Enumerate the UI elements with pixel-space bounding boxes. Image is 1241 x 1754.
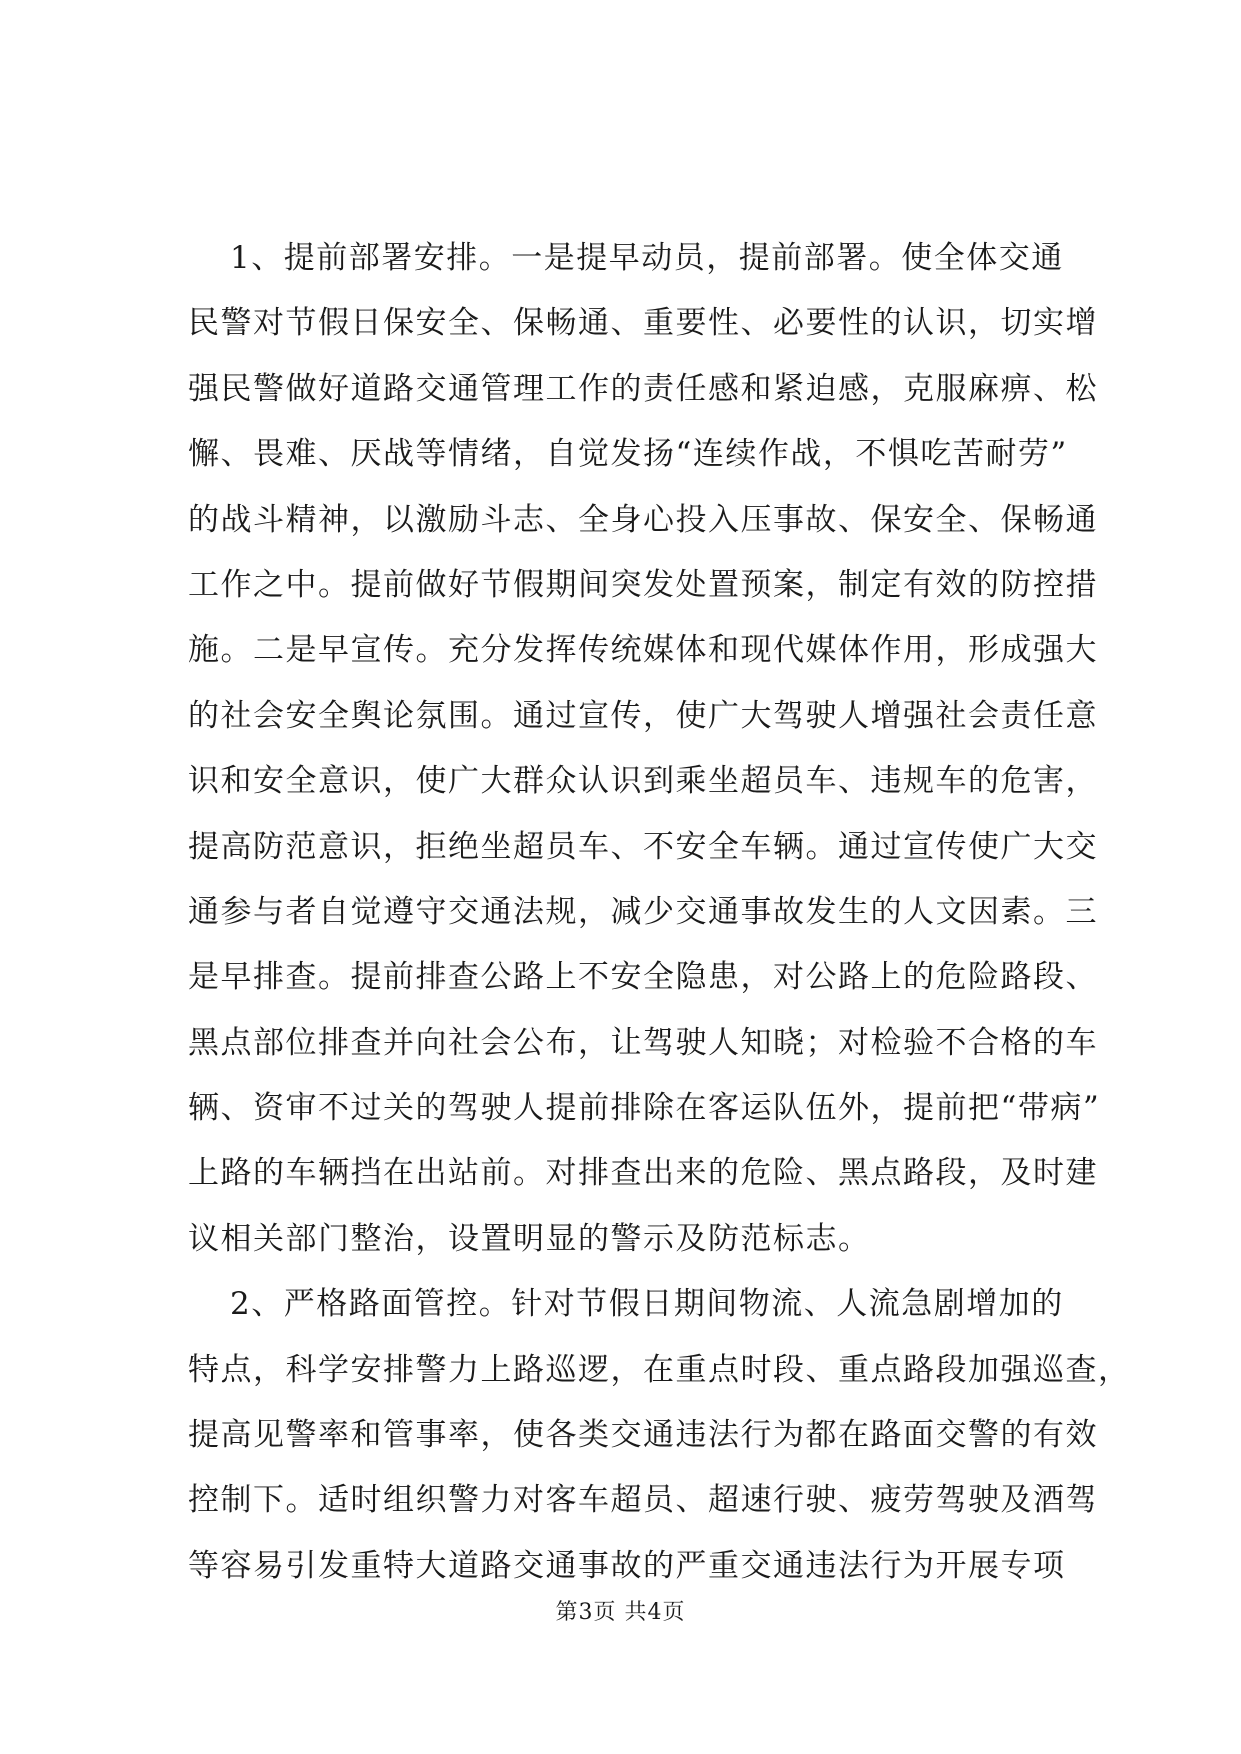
paragraph-1-line-16: 议相关部门整治，设置明显的警示及防范标志。 [188, 1220, 871, 1257]
paragraph-2-line-1: 2、严格路面管控。针对节假日期间物流、人流急剧增加的 [230, 1286, 1064, 1323]
paragraph-2-line-4: 控制下。适时组织警力对客车超员、超速行驶、疲劳驾驶及酒驾 [188, 1482, 1098, 1519]
paragraph-2-line-2: 特点，科学安排警力上路巡逻，在重点时段、重点路段加强巡查， [188, 1351, 1131, 1388]
page-number-footer: 第3页 共4页 [555, 1600, 686, 1625]
paragraph-1-line-2: 民警对节假日保安全、保畅通、重要性、必要性的认识，切实增 [188, 305, 1098, 342]
paragraph-1-line-13: 黑点部位排查并向社会公布，让驾驶人知晓；对检验不合格的车 [188, 1024, 1098, 1061]
paragraph-1-line-9: 识和安全意识，使广大群众认识到乘坐超员车、违规车的危害， [188, 763, 1098, 800]
paragraph-2-line-5: 等容易引发重特大道路交通事故的严重交通违法行为开展专项 [188, 1547, 1066, 1584]
paragraph-2-line-3: 提高见警率和管事率，使各类交通违法行为都在路面交警的有效 [188, 1417, 1098, 1454]
paragraph-1-line-14: 辆、资审不过关的驾驶人提前排除在客运队伍外，提前把“带病” [188, 1090, 1101, 1127]
paragraph-1-line-11: 通参与者自觉遵守交通法规，减少交通事故发生的人文因素。三 [188, 893, 1098, 930]
paragraph-1-line-12: 是早排查。提前排查公路上不安全隐患，对公路上的危险路段、 [188, 959, 1098, 996]
paragraph-1-line-3: 强民警做好道路交通管理工作的责任感和紧迫感，克服麻痹、松 [188, 370, 1098, 407]
document-body [188, 226, 1131, 1599]
paragraph-1-line-8: 的社会安全舆论氛围。通过宣传，使广大驾驶人增强社会责任意 [188, 697, 1098, 734]
paragraph-1-line-4: 懈、畏难、厌战等情绪，自觉发扬“连续作战，不惧吃苦耐劳” [188, 436, 1068, 473]
paragraph-1-line-5: 的战斗精神，以激励斗志、全身心投入压事故、保安全、保畅通 [188, 501, 1098, 538]
paragraph-1-line-10: 提高防范意识，拒绝坐超员车、不安全车辆。通过宣传使广大交 [188, 828, 1098, 865]
paragraph-1-line-1: 1、提前部署安排。一是提早动员，提前部署。使全体交通 [230, 240, 1064, 276]
paragraph-1-line-7: 施。二是早宣传。充分发挥传统媒体和现代媒体作用，形成强大 [188, 632, 1098, 669]
paragraph-1-line-6: 工作之中。提前做好节假期间突发处置预案，制定有效的防控措 [188, 566, 1098, 603]
paragraph-1-line-15: 上路的车辆挡在出站前。对排查出来的危险、黑点路段，及时建 [188, 1155, 1098, 1192]
